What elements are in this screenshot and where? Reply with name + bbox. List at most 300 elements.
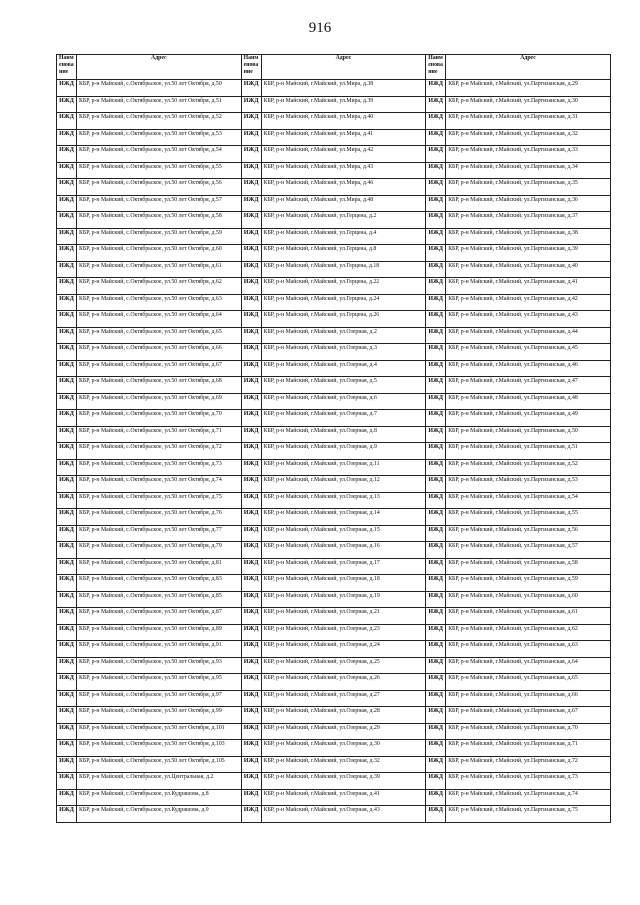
address-cell: КБР, р-н Майский, г.Майский, ул.Партизанская, д.64 bbox=[446, 657, 611, 674]
object-type-cell: ИЖД bbox=[241, 641, 261, 658]
object-type-cell: ИЖД bbox=[57, 690, 77, 707]
object-type-cell: ИЖД bbox=[426, 542, 446, 559]
table-row bbox=[57, 608, 611, 625]
table-row bbox=[57, 674, 611, 691]
address-cell: КБР, р-н Майский, г.Майский, ул.Партизанская, д.58 bbox=[446, 558, 611, 575]
address-cell: КБР, р-н Майский, г.Майский, ул.Герцена, д.8 bbox=[261, 245, 426, 262]
object-type-cell: ИЖД bbox=[57, 113, 77, 130]
address-cell: КБР, р-н Майский, г.Майский, ул.Партизанская, д.51 bbox=[446, 443, 611, 460]
table-row bbox=[57, 641, 611, 658]
object-type-cell: ИЖД bbox=[57, 492, 77, 509]
object-type-cell: ИЖД bbox=[241, 212, 261, 229]
address-cell: КБР, р-н Майский, с.Октябрьское, ул.50 лет Октября, д.81 bbox=[77, 558, 242, 575]
address-cell: КБР, р-н Майский, г.Майский, ул.Партизанская, д.43 bbox=[446, 311, 611, 328]
address-cell: КБР, р-н Майский, г.Майский, ул.Озерная, д.41 bbox=[261, 789, 426, 806]
object-type-cell: ИЖД bbox=[426, 294, 446, 311]
object-type-cell: ИЖД bbox=[426, 674, 446, 691]
object-type-cell: ИЖД bbox=[241, 558, 261, 575]
object-type-cell: ИЖД bbox=[241, 756, 261, 773]
object-type-cell: ИЖД bbox=[426, 756, 446, 773]
object-type-cell: ИЖД bbox=[57, 261, 77, 278]
address-cell: КБР, р-н Майский, г.Майский, ул.Партизанская, д.56 bbox=[446, 525, 611, 542]
address-cell: КБР, р-н Майский, с.Октябрьское, ул.Центральная, д.2 bbox=[77, 773, 242, 790]
address-cell: КБР, р-н Майский, г.Майский, ул.Партизанская, д.50 bbox=[446, 426, 611, 443]
address-cell: КБР, р-н Майский, г.Майский, ул.Партизанская, д.46 bbox=[446, 360, 611, 377]
object-type-cell: ИЖД bbox=[426, 129, 446, 146]
address-cell: КБР, р-н Майский, с.Октябрьское, ул.50 лет Октября, д.77 bbox=[77, 525, 242, 542]
address-cell: КБР, р-н Майский, с.Октябрьское, ул.50 лет Октября, д.71 bbox=[77, 426, 242, 443]
table-row bbox=[57, 129, 611, 146]
object-type-cell: ИЖД bbox=[57, 146, 77, 163]
object-type-cell: ИЖД bbox=[426, 443, 446, 460]
object-type-cell: ИЖД bbox=[426, 707, 446, 724]
object-type-cell: ИЖД bbox=[241, 129, 261, 146]
table-row bbox=[57, 459, 611, 476]
object-type-cell: ИЖД bbox=[241, 113, 261, 130]
address-cell: КБР, р-н Майский, с.Октябрьское, ул.50 лет Октября, д.63 bbox=[77, 294, 242, 311]
address-cell: КБР, р-н Майский, с.Октябрьское, ул.Кудряшова, д.8 bbox=[77, 789, 242, 806]
address-cell: КБР, р-н Майский, с.Октябрьское, ул.50 лет Октября, д.97 bbox=[77, 690, 242, 707]
address-cell: КБР, р-н Майский, г.Майский, ул.Герцена, д.26 bbox=[261, 311, 426, 328]
address-cell: КБР, р-н Майский, г.Майский, ул.Озерная, д.26 bbox=[261, 674, 426, 691]
object-type-cell: ИЖД bbox=[241, 723, 261, 740]
object-type-cell: ИЖД bbox=[57, 624, 77, 641]
object-type-cell: ИЖД bbox=[241, 443, 261, 460]
object-type-cell: ИЖД bbox=[57, 80, 77, 97]
address-cell: КБР, р-н Майский, г.Майский, ул.Герцена, д.22 bbox=[261, 278, 426, 295]
object-type-cell: ИЖД bbox=[57, 608, 77, 625]
table-row bbox=[57, 426, 611, 443]
address-cell: КБР, р-н Майский, г.Майский, ул.Партизанская, д.47 bbox=[446, 377, 611, 394]
address-cell: КБР, р-н Майский, г.Майский, ул.Партизанская, д.40 bbox=[446, 261, 611, 278]
address-cell: КБР, р-н Майский, г.Майский, ул.Партизанская, д.38 bbox=[446, 228, 611, 245]
object-type-cell: ИЖД bbox=[57, 311, 77, 328]
object-type-cell: ИЖД bbox=[241, 410, 261, 427]
object-type-cell: ИЖД bbox=[57, 773, 77, 790]
table-row bbox=[57, 179, 611, 196]
table-row bbox=[57, 327, 611, 344]
object-type-cell: ИЖД bbox=[57, 410, 77, 427]
address-cell: КБР, р-н Майский, с.Октябрьское, ул.50 лет Октября, д.89 bbox=[77, 624, 242, 641]
address-cell: КБР, р-н Майский, г.Майский, ул.Озерная, д.16 bbox=[261, 542, 426, 559]
table-row bbox=[57, 624, 611, 641]
address-cell: КБР, р-н Майский, с.Октябрьское, ул.50 лет Октября, д.55 bbox=[77, 162, 242, 179]
table-row bbox=[57, 393, 611, 410]
address-cell: КБР, р-н Майский, г.Майский, ул.Мира, д.43 bbox=[261, 162, 426, 179]
column-header-name-1: Наим енова ние bbox=[57, 55, 77, 80]
address-cell: КБР, р-н Майский, с.Октябрьское, ул.50 лет Октября, д.85 bbox=[77, 591, 242, 608]
address-cell: КБР, р-н Майский, г.Майский, ул.Партизанская, д.37 bbox=[446, 212, 611, 229]
address-cell: КБР, р-н Майский, г.Майский, ул.Партизанская, д.35 bbox=[446, 179, 611, 196]
address-cell: КБР, р-н Майский, г.Майский, ул.Партизанская, д.32 bbox=[446, 129, 611, 146]
object-type-cell: ИЖД bbox=[426, 426, 446, 443]
object-type-cell: ИЖД bbox=[241, 690, 261, 707]
address-cell: КБР, р-н Майский, г.Майский, ул.Озерная, д.4 bbox=[261, 360, 426, 377]
object-type-cell: ИЖД bbox=[57, 96, 77, 113]
address-cell: КБР, р-н Майский, с.Октябрьское, ул.50 лет Октября, д.93 bbox=[77, 657, 242, 674]
object-type-cell: ИЖД bbox=[426, 344, 446, 361]
address-cell: КБР, р-н Майский, с.Октябрьское, ул.50 лет Октября, д.65 bbox=[77, 327, 242, 344]
address-cell: КБР, р-н Майский, с.Октябрьское, ул.50 лет Октября, д.101 bbox=[77, 723, 242, 740]
address-cell: КБР, р-н Майский, г.Майский, ул.Мира, д.46 bbox=[261, 179, 426, 196]
address-cell: КБР, р-н Майский, г.Майский, ул.Партизанская, д.65 bbox=[446, 674, 611, 691]
address-cell: КБР, р-н Майский, г.Майский, ул.Мира, д.48 bbox=[261, 195, 426, 212]
object-type-cell: ИЖД bbox=[241, 344, 261, 361]
address-cell: КБР, р-н Майский, с.Октябрьское, ул.50 лет Октября, д.61 bbox=[77, 261, 242, 278]
address-cell: КБР, р-н Майский, г.Майский, ул.Озерная, д.32 bbox=[261, 756, 426, 773]
object-type-cell: ИЖД bbox=[426, 525, 446, 542]
table-row bbox=[57, 575, 611, 592]
table-row bbox=[57, 509, 611, 526]
table-row bbox=[57, 789, 611, 806]
object-type-cell: ИЖД bbox=[426, 476, 446, 493]
address-cell: КБР, р-н Майский, с.Октябрьское, ул.50 лет Октября, д.72 bbox=[77, 443, 242, 460]
address-cell: КБР, р-н Майский, г.Майский, ул.Озерная, д.11 bbox=[261, 459, 426, 476]
object-type-cell: ИЖД bbox=[57, 245, 77, 262]
object-type-cell: ИЖД bbox=[241, 674, 261, 691]
object-type-cell: ИЖД bbox=[241, 96, 261, 113]
address-cell: КБР, р-н Майский, г.Майский, ул.Партизанская, д.29 bbox=[446, 80, 611, 97]
table-row bbox=[57, 558, 611, 575]
address-cell: КБР, р-н Майский, г.Майский, ул.Мира, д.41 bbox=[261, 129, 426, 146]
table-row bbox=[57, 162, 611, 179]
object-type-cell: ИЖД bbox=[241, 311, 261, 328]
object-type-cell: ИЖД bbox=[241, 542, 261, 559]
address-cell: КБР, р-н Майский, г.Майский, ул.Партизанская, д.41 bbox=[446, 278, 611, 295]
address-cell: КБР, р-н Майский, с.Октябрьское, ул.50 лет Октября, д.56 bbox=[77, 179, 242, 196]
address-cell: КБР, р-н Майский, г.Майский, ул.Герцена, д.18 bbox=[261, 261, 426, 278]
object-type-cell: ИЖД bbox=[241, 294, 261, 311]
object-type-cell: ИЖД bbox=[426, 162, 446, 179]
object-type-cell: ИЖД bbox=[57, 278, 77, 295]
object-type-cell: ИЖД bbox=[57, 740, 77, 757]
address-cell: КБР, р-н Майский, г.Майский, ул.Партизанская, д.30 bbox=[446, 96, 611, 113]
object-type-cell: ИЖД bbox=[241, 591, 261, 608]
table-row bbox=[57, 377, 611, 394]
table-row bbox=[57, 740, 611, 757]
address-cell: КБР, р-н Майский, с.Октябрьское, ул.50 лет Октября, д.59 bbox=[77, 228, 242, 245]
table-row bbox=[57, 228, 611, 245]
table-row bbox=[57, 344, 611, 361]
object-type-cell: ИЖД bbox=[241, 707, 261, 724]
address-cell: КБР, р-н Майский, с.Октябрьское, ул.50 лет Октября, д.79 bbox=[77, 542, 242, 559]
address-cell: КБР, р-н Майский, г.Майский, ул.Озерная, д.21 bbox=[261, 608, 426, 625]
object-type-cell: ИЖД bbox=[241, 228, 261, 245]
table-row bbox=[57, 261, 611, 278]
object-type-cell: ИЖД bbox=[57, 575, 77, 592]
object-type-cell: ИЖД bbox=[241, 740, 261, 757]
object-type-cell: ИЖД bbox=[57, 327, 77, 344]
address-cell: КБР, р-н Майский, с.Октябрьское, ул.50 лет Октября, д.70 bbox=[77, 410, 242, 427]
address-cell: КБР, р-н Майский, с.Октябрьское, ул.50 лет Октября, д.66 bbox=[77, 344, 242, 361]
address-cell: КБР, р-н Майский, с.Октябрьское, ул.50 лет Октября, д.73 bbox=[77, 459, 242, 476]
address-cell: КБР, р-н Майский, с.Октябрьское, ул.50 лет Октября, д.53 bbox=[77, 129, 242, 146]
object-type-cell: ИЖД bbox=[426, 806, 446, 823]
object-type-cell: ИЖД bbox=[241, 426, 261, 443]
object-type-cell: ИЖД bbox=[241, 393, 261, 410]
object-type-cell: ИЖД bbox=[241, 360, 261, 377]
object-type-cell: ИЖД bbox=[241, 806, 261, 823]
table-body bbox=[57, 80, 611, 823]
table-row bbox=[57, 756, 611, 773]
object-type-cell: ИЖД bbox=[426, 509, 446, 526]
table-row bbox=[57, 690, 611, 707]
object-type-cell: ИЖД bbox=[57, 525, 77, 542]
object-type-cell: ИЖД bbox=[57, 179, 77, 196]
object-type-cell: ИЖД bbox=[57, 674, 77, 691]
object-type-cell: ИЖД bbox=[426, 212, 446, 229]
table-row bbox=[57, 723, 611, 740]
object-type-cell: ИЖД bbox=[426, 96, 446, 113]
object-type-cell: ИЖД bbox=[426, 410, 446, 427]
object-type-cell: ИЖД bbox=[57, 360, 77, 377]
address-cell: КБР, р-н Майский, г.Майский, ул.Партизанская, д.72 bbox=[446, 756, 611, 773]
table-row bbox=[57, 278, 611, 295]
address-cell: КБР, р-н Майский, г.Майский, ул.Озерная, д.24 bbox=[261, 641, 426, 658]
address-cell: КБР, р-н Майский, г.Майский, ул.Партизанская, д.31 bbox=[446, 113, 611, 130]
object-type-cell: ИЖД bbox=[57, 723, 77, 740]
table-row bbox=[57, 146, 611, 163]
table-row bbox=[57, 113, 611, 130]
address-cell: КБР, р-н Майский, с.Октябрьское, ул.50 лет Октября, д.91 bbox=[77, 641, 242, 658]
address-cell: КБР, р-н Майский, г.Майский, ул.Озерная, д.30 bbox=[261, 740, 426, 757]
column-header-address-3: Адрес bbox=[446, 55, 611, 80]
object-type-cell: ИЖД bbox=[241, 195, 261, 212]
object-type-cell: ИЖД bbox=[426, 113, 446, 130]
address-cell: КБР, р-н Майский, г.Майский, ул.Мира, д.40 bbox=[261, 113, 426, 130]
table-row bbox=[57, 707, 611, 724]
column-header-address-2: Адрес bbox=[261, 55, 426, 80]
object-type-cell: ИЖД bbox=[57, 476, 77, 493]
address-cell: КБР, р-н Майский, г.Майский, ул.Партизанская, д.52 bbox=[446, 459, 611, 476]
address-cell: КБР, р-н Майский, г.Майский, ул.Озерная, д.19 bbox=[261, 591, 426, 608]
address-cell: КБР, р-н Майский, с.Октябрьское, ул.50 лет Октября, д.51 bbox=[77, 96, 242, 113]
address-cell: КБР, р-н Майский, г.Майский, ул.Партизанская, д.63 bbox=[446, 641, 611, 658]
address-cell: КБР, р-н Майский, г.Майский, ул.Партизанская, д.55 bbox=[446, 509, 611, 526]
address-cell: КБР, р-н Майский, г.Майский, ул.Партизанская, д.53 bbox=[446, 476, 611, 493]
object-type-cell: ИЖД bbox=[57, 707, 77, 724]
object-type-cell: ИЖД bbox=[57, 591, 77, 608]
address-cell: КБР, р-н Майский, с.Октябрьское, ул.50 лет Октября, д.103 bbox=[77, 740, 242, 757]
table-row bbox=[57, 294, 611, 311]
address-cell: КБР, р-н Майский, г.Майский, ул.Озерная, д.15 bbox=[261, 525, 426, 542]
object-type-cell: ИЖД bbox=[241, 327, 261, 344]
object-type-cell: ИЖД bbox=[241, 492, 261, 509]
address-cell: КБР, р-н Майский, г.Майский, ул.Партизанская, д.39 bbox=[446, 245, 611, 262]
object-type-cell: ИЖД bbox=[426, 278, 446, 295]
object-type-cell: ИЖД bbox=[57, 443, 77, 460]
address-cell: КБР, р-н Майский, с.Октябрьское, ул.50 лет Октября, д.60 bbox=[77, 245, 242, 262]
object-type-cell: ИЖД bbox=[426, 591, 446, 608]
object-type-cell: ИЖД bbox=[241, 575, 261, 592]
address-table bbox=[56, 54, 611, 823]
address-cell: КБР, р-н Майский, г.Майский, ул.Озерная, д.2 bbox=[261, 327, 426, 344]
address-cell: КБР, р-н Майский, г.Майский, ул.Партизанская, д.74 bbox=[446, 789, 611, 806]
object-type-cell: ИЖД bbox=[57, 393, 77, 410]
address-cell: КБР, р-н Майский, с.Октябрьское, ул.50 лет Октября, д.83 bbox=[77, 575, 242, 592]
address-cell: КБР, р-н Майский, г.Майский, ул.Партизанская, д.49 bbox=[446, 410, 611, 427]
address-cell: КБР, р-н Майский, г.Майский, ул.Партизанская, д.54 bbox=[446, 492, 611, 509]
address-cell: КБР, р-н Майский, г.Майский, ул.Партизанская, д.66 bbox=[446, 690, 611, 707]
address-cell: КБР, р-н Майский, г.Майский, ул.Озерная, д.17 bbox=[261, 558, 426, 575]
address-cell: КБР, р-н Майский, г.Майский, ул.Озерная, д.13 bbox=[261, 492, 426, 509]
object-type-cell: ИЖД bbox=[426, 608, 446, 625]
object-type-cell: ИЖД bbox=[426, 459, 446, 476]
object-type-cell: ИЖД bbox=[426, 245, 446, 262]
table-row bbox=[57, 525, 611, 542]
address-cell: КБР, р-н Майский, с.Октябрьское, ул.Кудряшова, д.9 bbox=[77, 806, 242, 823]
table-row bbox=[57, 806, 611, 823]
address-cell: КБР, р-н Майский, г.Майский, ул.Озерная, д.7 bbox=[261, 410, 426, 427]
table-row bbox=[57, 195, 611, 212]
address-cell: КБР, р-н Майский, с.Октябрьское, ул.50 лет Октября, д.68 bbox=[77, 377, 242, 394]
table-row bbox=[57, 591, 611, 608]
object-type-cell: ИЖД bbox=[57, 344, 77, 361]
table-row bbox=[57, 311, 611, 328]
object-type-cell: ИЖД bbox=[57, 459, 77, 476]
object-type-cell: ИЖД bbox=[426, 228, 446, 245]
object-type-cell: ИЖД bbox=[241, 525, 261, 542]
address-cell: КБР, р-н Майский, г.Майский, ул.Партизанская, д.62 bbox=[446, 624, 611, 641]
address-cell: КБР, р-н Майский, г.Майский, ул.Озерная, д.8 bbox=[261, 426, 426, 443]
object-type-cell: ИЖД bbox=[241, 245, 261, 262]
address-cell: КБР, р-н Майский, г.Майский, ул.Партизанская, д.36 bbox=[446, 195, 611, 212]
address-cell: КБР, р-н Майский, г.Майский, ул.Партизанская, д.44 bbox=[446, 327, 611, 344]
address-cell: КБР, р-н Майский, г.Майский, ул.Партизанская, д.34 bbox=[446, 162, 611, 179]
object-type-cell: ИЖД bbox=[57, 789, 77, 806]
column-header-name-2: Наим енова ние bbox=[241, 55, 261, 80]
object-type-cell: ИЖД bbox=[241, 657, 261, 674]
address-cell: КБР, р-н Майский, с.Октябрьское, ул.50 лет Октября, д.64 bbox=[77, 311, 242, 328]
table-header-row bbox=[57, 55, 611, 80]
address-cell: КБР, р-н Майский, г.Майский, ул.Озерная, д.12 bbox=[261, 476, 426, 493]
object-type-cell: ИЖД bbox=[241, 377, 261, 394]
address-cell: КБР, р-н Майский, с.Октябрьское, ул.50 лет Октября, д.52 bbox=[77, 113, 242, 130]
address-cell: КБР, р-н Майский, г.Майский, ул.Партизанская, д.75 bbox=[446, 806, 611, 823]
table-row bbox=[57, 96, 611, 113]
address-cell: КБР, р-н Майский, с.Октябрьское, ул.50 лет Октября, д.57 bbox=[77, 195, 242, 212]
object-type-cell: ИЖД bbox=[57, 641, 77, 658]
page-number: 916 bbox=[308, 20, 332, 36]
address-cell: КБР, р-н Майский, г.Майский, ул.Озерная, д.23 bbox=[261, 624, 426, 641]
object-type-cell: ИЖД bbox=[241, 624, 261, 641]
address-cell: КБР, р-н Майский, г.Майский, ул.Озерная, д.18 bbox=[261, 575, 426, 592]
object-type-cell: ИЖД bbox=[426, 261, 446, 278]
address-cell: КБР, р-н Майский, с.Октябрьское, ул.50 лет Октября, д.54 bbox=[77, 146, 242, 163]
object-type-cell: ИЖД bbox=[241, 608, 261, 625]
address-cell: КБР, р-н Майский, с.Октябрьское, ул.50 лет Октября, д.58 bbox=[77, 212, 242, 229]
object-type-cell: ИЖД bbox=[241, 773, 261, 790]
address-cell: КБР, р-н Майский, г.Майский, ул.Озерная, д.28 bbox=[261, 707, 426, 724]
object-type-cell: ИЖД bbox=[57, 212, 77, 229]
object-type-cell: ИЖД bbox=[57, 129, 77, 146]
address-cell: КБР, р-н Майский, г.Майский, ул.Партизанская, д.60 bbox=[446, 591, 611, 608]
address-cell: КБР, р-н Майский, с.Октябрьское, ул.50 лет Октября, д.105 bbox=[77, 756, 242, 773]
address-cell: КБР, р-н Майский, г.Майский, ул.Партизанская, д.70 bbox=[446, 723, 611, 740]
address-cell: КБР, р-н Майский, с.Октябрьское, ул.50 лет Октября, д.67 bbox=[77, 360, 242, 377]
object-type-cell: ИЖД bbox=[57, 426, 77, 443]
object-type-cell: ИЖД bbox=[241, 80, 261, 97]
address-cell: КБР, р-н Майский, г.Майский, ул.Партизанская, д.61 bbox=[446, 608, 611, 625]
table-row bbox=[57, 245, 611, 262]
object-type-cell: ИЖД bbox=[426, 360, 446, 377]
address-cell: КБР, р-н Майский, г.Майский, ул.Озерная, д.25 bbox=[261, 657, 426, 674]
table-row bbox=[57, 492, 611, 509]
column-header-name-3: Наим енова ние bbox=[426, 55, 446, 80]
address-cell: КБР, р-н Майский, г.Майский, ул.Мира, д.39 bbox=[261, 96, 426, 113]
object-type-cell: ИЖД bbox=[241, 789, 261, 806]
table-row bbox=[57, 657, 611, 674]
address-cell: КБР, р-н Майский, г.Майский, ул.Партизанская, д.33 bbox=[446, 146, 611, 163]
address-cell: КБР, р-н Майский, г.Майский, ул.Герцена, д.2 bbox=[261, 212, 426, 229]
object-type-cell: ИЖД bbox=[57, 756, 77, 773]
table-row bbox=[57, 476, 611, 493]
table-row bbox=[57, 443, 611, 460]
address-cell: КБР, р-н Майский, г.Майский, ул.Озерная, д.43 bbox=[261, 806, 426, 823]
object-type-cell: ИЖД bbox=[241, 179, 261, 196]
object-type-cell: ИЖД bbox=[241, 278, 261, 295]
object-type-cell: ИЖД bbox=[426, 690, 446, 707]
address-cell: КБР, р-н Майский, г.Майский, ул.Озерная, д.29 bbox=[261, 723, 426, 740]
table-row bbox=[57, 773, 611, 790]
object-type-cell: ИЖД bbox=[57, 294, 77, 311]
object-type-cell: ИЖД bbox=[57, 377, 77, 394]
object-type-cell: ИЖД bbox=[426, 657, 446, 674]
object-type-cell: ИЖД bbox=[57, 509, 77, 526]
address-cell: КБР, р-н Майский, с.Октябрьское, ул.50 лет Октября, д.62 bbox=[77, 278, 242, 295]
address-cell: КБР, р-н Майский, с.Октябрьское, ул.50 лет Октября, д.99 bbox=[77, 707, 242, 724]
address-cell: КБР, р-н Майский, г.Майский, ул.Партизанская, д.67 bbox=[446, 707, 611, 724]
object-type-cell: ИЖД bbox=[426, 393, 446, 410]
object-type-cell: ИЖД bbox=[57, 228, 77, 245]
object-type-cell: ИЖД bbox=[426, 641, 446, 658]
table-row bbox=[57, 410, 611, 427]
address-cell: КБР, р-н Майский, г.Майский, ул.Герцена, д.24 bbox=[261, 294, 426, 311]
address-cell: КБР, р-н Майский, г.Майский, ул.Озерная, д.6 bbox=[261, 393, 426, 410]
address-cell: КБР, р-н Майский, г.Майский, ул.Партизанская, д.48 bbox=[446, 393, 611, 410]
address-cell: КБР, р-н Майский, г.Майский, ул.Партизанская, д.45 bbox=[446, 344, 611, 361]
address-cell: КБР, р-н Майский, г.Майский, ул.Партизанская, д.57 bbox=[446, 542, 611, 559]
address-cell: КБР, р-н Майский, с.Октябрьское, ул.50 лет Октября, д.95 bbox=[77, 674, 242, 691]
table-row bbox=[57, 212, 611, 229]
address-cell: КБР, р-н Майский, г.Майский, ул.Озерная, д.9 bbox=[261, 443, 426, 460]
object-type-cell: ИЖД bbox=[241, 476, 261, 493]
object-type-cell: ИЖД bbox=[57, 806, 77, 823]
object-type-cell: ИЖД bbox=[57, 657, 77, 674]
object-type-cell: ИЖД bbox=[426, 146, 446, 163]
address-cell: КБР, р-н Майский, г.Майский, ул.Герцена, д.4 bbox=[261, 228, 426, 245]
object-type-cell: ИЖД bbox=[426, 773, 446, 790]
object-type-cell: ИЖД bbox=[57, 542, 77, 559]
object-type-cell: ИЖД bbox=[426, 624, 446, 641]
address-cell: КБР, р-н Майский, г.Майский, ул.Озерная, д.39 bbox=[261, 773, 426, 790]
address-cell: КБР, р-н Майский, г.Майский, ул.Озерная, д.5 bbox=[261, 377, 426, 394]
address-cell: КБР, р-н Майский, с.Октябрьское, ул.50 лет Октября, д.50 bbox=[77, 80, 242, 97]
table-row bbox=[57, 360, 611, 377]
object-type-cell: ИЖД bbox=[426, 327, 446, 344]
address-cell: КБР, р-н Майский, г.Майский, ул.Озерная, д.27 bbox=[261, 690, 426, 707]
address-cell: КБР, р-н Майский, с.Октябрьское, ул.50 лет Октября, д.74 bbox=[77, 476, 242, 493]
object-type-cell: ИЖД bbox=[57, 162, 77, 179]
address-cell: КБР, р-н Майский, г.Майский, ул.Партизанская, д.59 bbox=[446, 575, 611, 592]
object-type-cell: ИЖД bbox=[426, 377, 446, 394]
address-cell: КБР, р-н Майский, г.Майский, ул.Партизанская, д.73 bbox=[446, 773, 611, 790]
address-cell: КБР, р-н Майский, г.Майский, ул.Мира, д.42 bbox=[261, 146, 426, 163]
object-type-cell: ИЖД bbox=[426, 179, 446, 196]
object-type-cell: ИЖД bbox=[241, 459, 261, 476]
address-cell: КБР, р-н Майский, г.Майский, ул.Мира, д.38 bbox=[261, 80, 426, 97]
object-type-cell: ИЖД bbox=[241, 509, 261, 526]
